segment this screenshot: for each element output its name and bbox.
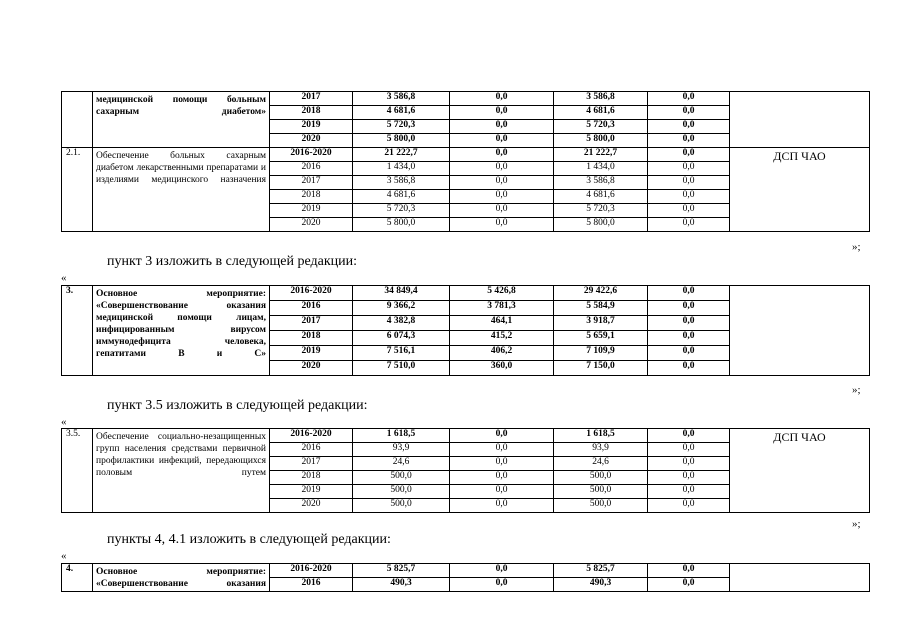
table-row: 2020 7 510,0 360,0 7 150,0 0,0	[62, 361, 870, 376]
opening-quote-2: «	[61, 416, 67, 428]
table-row: 2019 5 720,3 0,0 5 720,3 0,0	[62, 120, 870, 134]
section-heading-2: пункт 3.5 изложить в следующей редакции:	[107, 398, 368, 413]
table-4	[61, 563, 870, 592]
table-row: 2018 4 681,6 0,0 4 681,6 0,0	[62, 190, 870, 204]
section-heading-1: пункт 3 изложить в следующей редакции:	[107, 254, 357, 269]
table-row: 2018 500,0 0,0 500,0 0,0	[62, 471, 870, 485]
table-row: 2017 3 586,8 0,0 3 586,8 0,0	[62, 176, 870, 190]
row-description: Основное мероприятие: «Совершенствование оказания	[93, 564, 270, 592]
opening-quote-3: «	[61, 550, 67, 562]
row-number: 3.	[62, 286, 93, 376]
table-row: 2016 9 366,2 3 781,3 5 584,9 0,0	[62, 301, 870, 316]
table-3	[61, 428, 870, 513]
executor-cell	[730, 564, 870, 592]
table-row: 2016 1 434,0 0,0 1 434,0 0,0	[62, 162, 870, 176]
table-1	[61, 91, 870, 232]
table-row: 2016 490,3 0,0 490,3 0,0	[62, 578, 870, 592]
executor-cell: ДСП ЧАО	[730, 429, 870, 513]
executor-cell: ДСП ЧАО	[730, 148, 870, 232]
section-heading-3: пункты 4, 4.1 изложить в следующей редакции:	[107, 532, 391, 547]
row-description: Обеспечение больных сахарным диабетом лекарственными препаратами и изделиями медицинского назначения	[93, 148, 270, 232]
table-row: 2020 500,0 0,0 500,0 0,0	[62, 499, 870, 513]
table-2	[61, 285, 870, 376]
row-number: 4.	[62, 564, 93, 592]
table-row: 2019 500,0 0,0 500,0 0,0	[62, 485, 870, 499]
table-row: 2020 5 800,0 0,0 5 800,0 0,0	[62, 134, 870, 148]
table-row: 2017 4 382,8 464,1 3 918,7 0,0	[62, 316, 870, 331]
table-row: медицинской помощи больным сахарным диабетом» 2017 3 586,8 0,0 3 586,8 0,0	[62, 92, 870, 106]
row-description: Обеспечение социально-незащищенных групп населения средствами первичной профилактики инфекций, передающихся половым путем	[93, 429, 270, 513]
row-description: Основное мероприятие: «Совершенствование оказания медицинской помощи лицам, инфицированным вирусом иммунодефицита человека, гепатитами В и С»	[93, 286, 270, 376]
opening-quote-1: «	[61, 272, 67, 284]
table-row: 2.1. Обеспечение больных сахарным диабетом лекарственными препаратами и изделиями медицинского назначения 2016-2020 21 222,7 0,0 21 222,7 0,0 ДСП ЧАО	[62, 148, 870, 162]
executor-cell	[730, 286, 870, 376]
table-row: 2016 93,9 0,0 93,9 0,0	[62, 443, 870, 457]
table-row: 2018 6 074,3 415,2 5 659,1 0,0	[62, 331, 870, 346]
table-row: 2019 5 720,3 0,0 5 720,3 0,0	[62, 204, 870, 218]
table-row: 2017 24,6 0,0 24,6 0,0	[62, 457, 870, 471]
row-number: 2.1.	[62, 148, 93, 232]
table-row: 3.5. Обеспечение социально-незащищенных групп населения средствами первичной профилактики инфекций, передающихся половым путем 2016-2020 1 618,5 0,0 1 618,5 0,0 ДСП ЧАО	[62, 429, 870, 443]
closing-quote-3: »;	[852, 518, 861, 530]
closing-quote-2: »;	[852, 384, 861, 396]
closing-quote-1: »;	[852, 241, 861, 253]
table-row: 2020 5 800,0 0,0 5 800,0 0,0	[62, 218, 870, 232]
row-description: медицинской помощи больным сахарным диабетом»	[93, 92, 270, 148]
table-row: 3. Основное мероприятие: «Совершенствование оказания медицинской помощи лицам, инфицированным вирусом иммунодефицита человека, гепатитами В и С» 2016-2020 34 849,4 5 426,8 29 422,6 0,0	[62, 286, 870, 301]
table-row: 4. Основное мероприятие: «Совершенствование оказания 2016-2020 5 825,7 0,0 5 825,7 0,0	[62, 564, 870, 578]
table-row: 2019 7 516,1 406,2 7 109,9 0,0	[62, 346, 870, 361]
row-number: 3.5.	[62, 429, 93, 513]
table-row: 2018 4 681,6 0,0 4 681,6 0,0	[62, 106, 870, 120]
